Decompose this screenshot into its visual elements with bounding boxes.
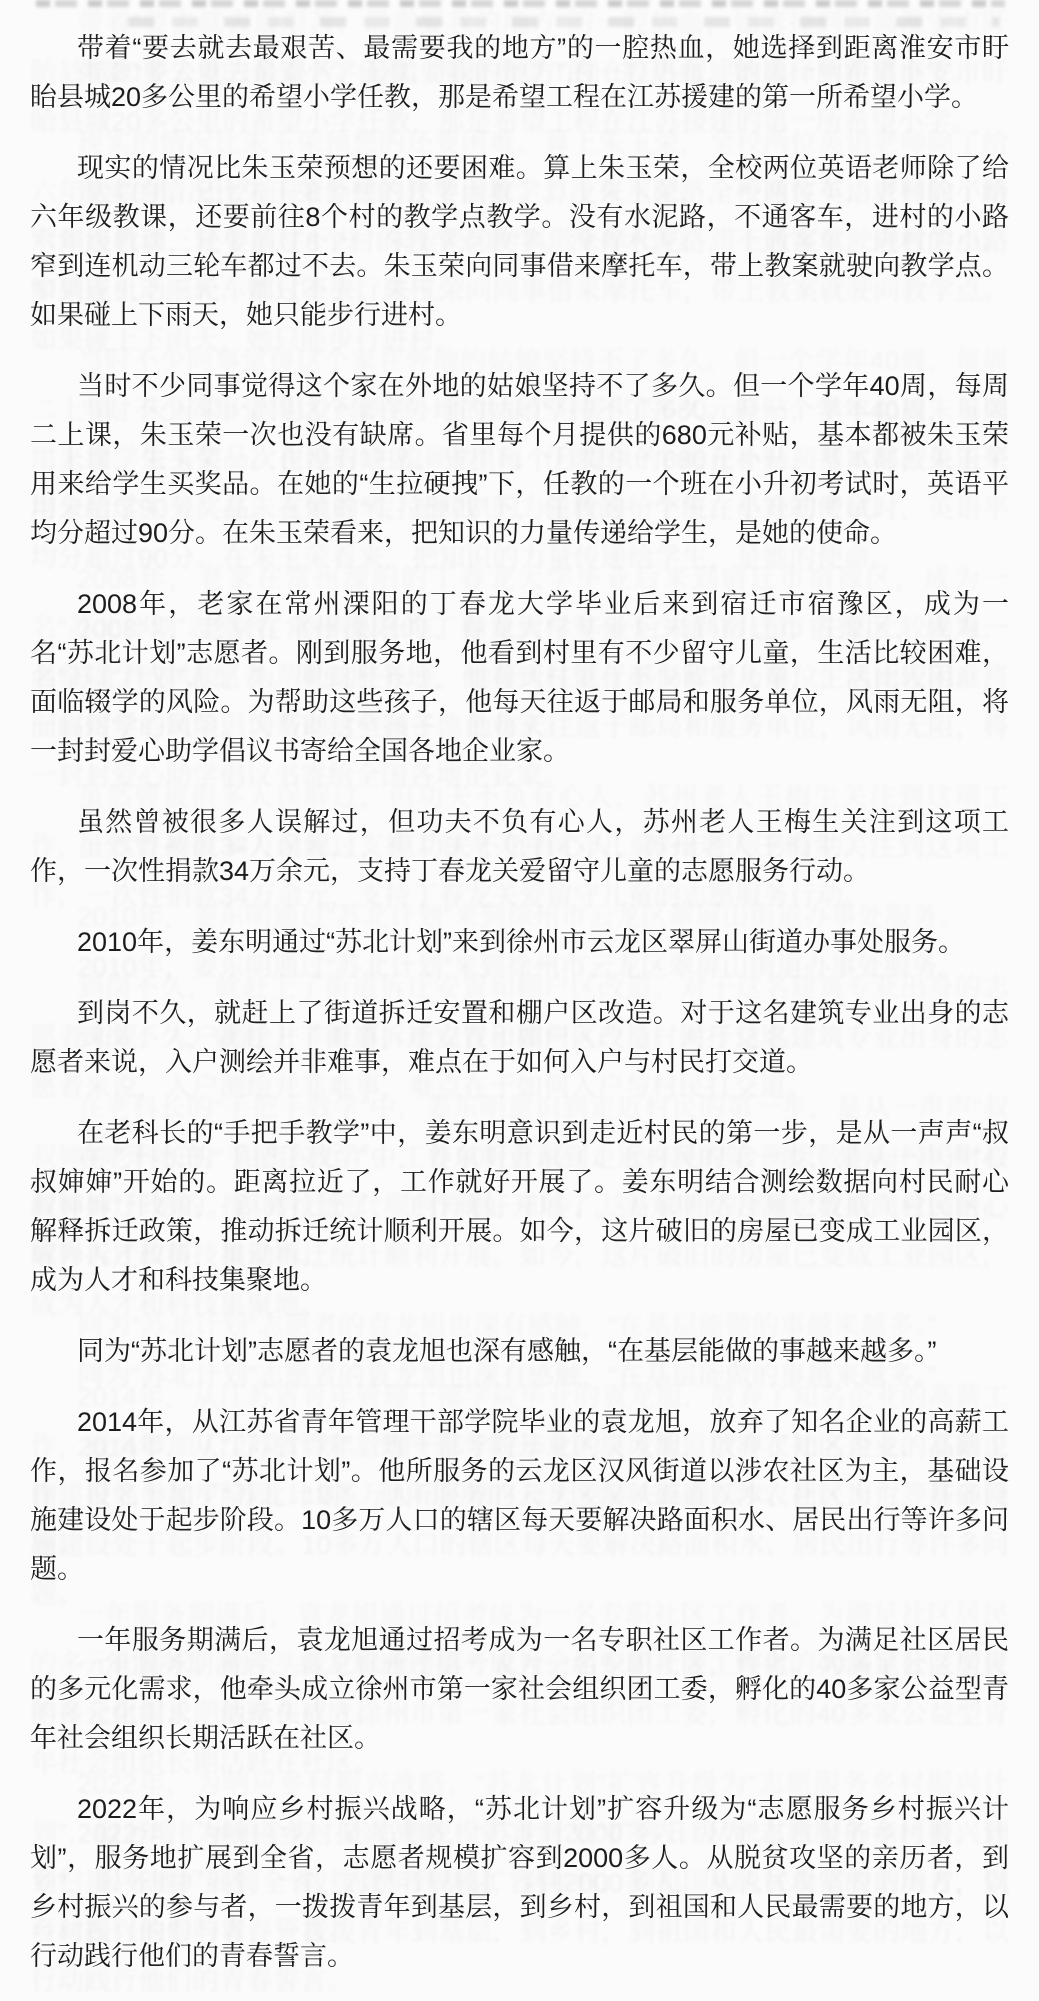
paragraph: 带着“要去就去最艰苦、最需要我的地方”的一腔热血，她选择到距离淮安市盱眙县城20多公里的希望小学任教，那是希望工程在江苏援建的第一所希望小学。 [30,33,1009,112]
paragraph: 2014年，从江苏省青年管理干部学院毕业的袁龙旭，放弃了知名企业的高薪工作，报名参加了“苏北计划”。他所服务的云龙区汉风街道以涉农社区为主，基础设施建设处于起步阶段。10多万人口的辖区每天要解决路面积水、居民出行等许多问题。 [30,1407,1009,1584]
paragraph: 2022年，为响应乡村振兴战略，“苏北计划”扩容升级为“志愿服务乡村振兴计划”，服务地扩展到全省，志愿者规模扩容到2000多人。从脱贫攻坚的亲历者，到乡村振兴的参与者，一拨拨青年到基层，到乡村，到祖国和人民最需要的地方，以行动践行他们的青春誓言。 [30,1794,1009,1971]
paragraph: 在老科长的“手把手教学”中，姜东明意识到走近村民的第一步，是从一声声“叔叔婶婶”开始的。距离拉近了，工作就好开展了。姜东明结合测绘数据向村民耐心解释拆迁政策，推动拆迁统计顺利开展。如今，这片破旧的房屋已变成工业园区，成为人才和科技集聚地。 [30,1118,1009,1295]
paragraph: 一年服务期满后，袁龙旭通过招考成为一名专职社区工作者。为满足社区居民的多元化需求，他牵头成立徐州市第一家社会组织团工委，孵化的40多家公益型青年社会组织长期活跃在社区。 [30,1625,1009,1753]
paragraph: 2010年，姜东明通过“苏北计划”来到徐州市云龙区翠屏山街道办事处服务。 [77,927,966,957]
cropped-text-remnant-top [36,0,1005,7]
article-body [30,24,1009,1981]
paragraph: 现实的情况比朱玉荣预想的还要困难。算上朱玉荣，全校两位英语老师除了给六年级教课，还要前往8个村的教学点教学。没有水泥路，不通客车，进村的小路窄到连机动三轮车都过不去。朱玉荣向同事借来摩托车，带上教案就驶向教学点。如果碰上下雨天，她只能步行进村。 [30,153,1009,330]
paragraph: 虽然曾被很多人误解过，但功夫不负有心人，苏州老人王梅生关注到这项工作，一次性捐款34万余元，支持丁春龙关爱留守儿童的志愿服务行动。 [30,807,1009,886]
paragraph: 同为“苏北计划”志愿者的袁龙旭也深有感触，“在基层能做的事越来越多。” [77,1336,937,1366]
paragraph: 2008年，老家在常州溧阳的丁春龙大学毕业后来到宿迁市宿豫区，成为一名“苏北计划”志愿者。刚到服务地，他看到村里有不少留守儿童，生活比较困难，面临辍学的风险。为帮助这些孩子，他每天往返于邮局和服务单位，风雨无阻，将一封封爱心助学倡议书寄给全国各地企业家。 [30,589,1009,766]
paragraph: 到岗不久，就赶上了街道拆迁安置和棚户区改造。对于这名建筑专业出身的志愿者来说，入户测绘并非难事，难点在于如何入户与村民打交道。 [30,998,1009,1077]
paragraph: 当时不少同事觉得这个家在外地的姑娘坚持不了多久。但一个学年40周，每周二上课，朱玉荣一次也没有缺席。省里每个月提供的680元补贴，基本都被朱玉荣用来给学生买奖品。在她的“生拉硬拽”下，任教的一个班在小升初考试时，英语平均分超过90分。在朱玉荣看来，把知识的力量传递给学生，是她的使命。 [30,371,1009,548]
